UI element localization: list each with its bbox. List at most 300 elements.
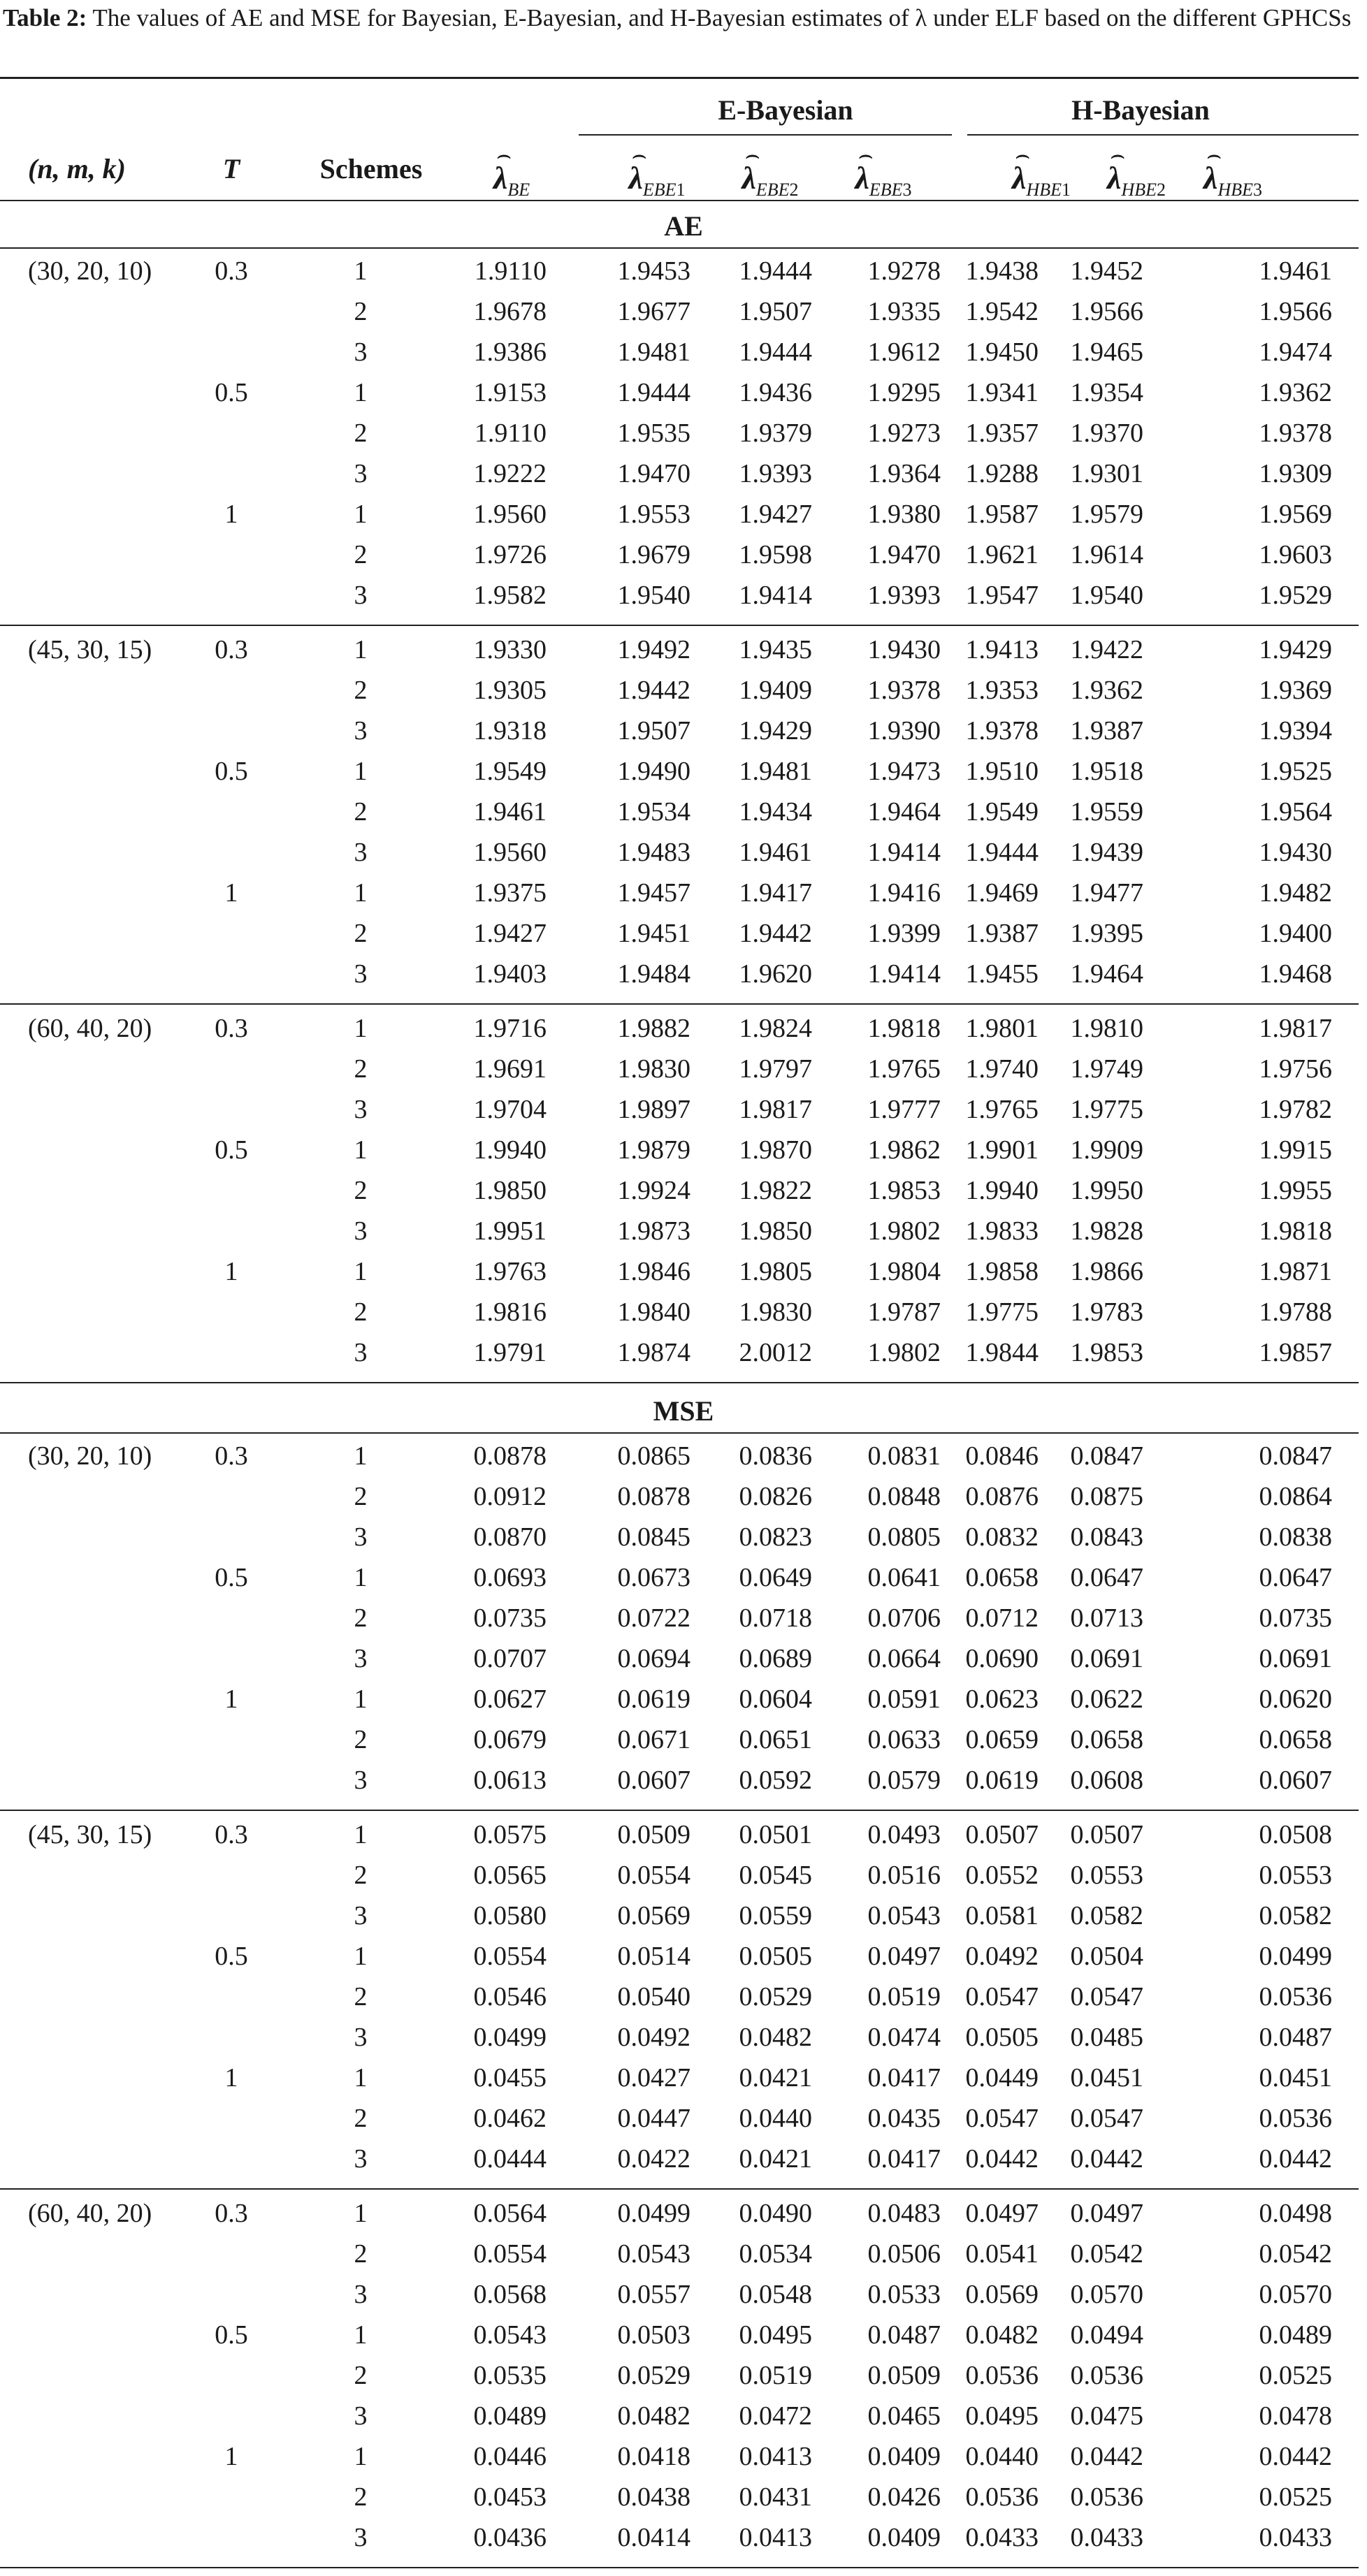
scheme-cell: 1 xyxy=(354,1441,368,1471)
value-cell: 1.9756 xyxy=(1259,1054,1332,1084)
value-cell: 0.0516 xyxy=(867,1861,941,1890)
value-cell: 0.0664 xyxy=(867,1644,941,1673)
value-cell: 0.0591 xyxy=(867,1684,941,1714)
value-cell: 0.0838 xyxy=(1259,1522,1332,1552)
value-cell: 0.0409 xyxy=(867,2442,941,2471)
time-cell: 1 xyxy=(224,1257,238,1286)
value-cell: 0.0569 xyxy=(617,1901,690,1930)
value-cell: 0.0492 xyxy=(965,1942,1039,1971)
time-cell: 0.3 xyxy=(215,1014,248,1043)
value-cell: 1.9482 xyxy=(1259,878,1332,908)
estimator-symbol: λ xyxy=(1203,160,1218,196)
scheme-cell: 2 xyxy=(354,2482,368,2512)
value-cell: 1.9535 xyxy=(617,419,690,448)
value-cell: 1.9866 xyxy=(1070,1257,1143,1286)
value-cell: 0.0440 xyxy=(739,2104,812,2133)
value-cell: 1.9579 xyxy=(1070,500,1143,529)
param-cell: (45, 30, 15) xyxy=(28,635,152,664)
value-cell: 1.9775 xyxy=(1070,1095,1143,1124)
time-cell: 0.5 xyxy=(215,378,248,407)
value-cell: 1.9387 xyxy=(965,919,1039,948)
value-cell: 0.0608 xyxy=(1070,1766,1143,1795)
value-cell: 0.0848 xyxy=(867,1482,941,1511)
value-cell: 1.9400 xyxy=(1259,919,1332,948)
param-cell: (30, 20, 10) xyxy=(28,256,152,286)
value-cell: 1.9481 xyxy=(739,757,812,786)
value-cell: 0.0691 xyxy=(1070,1644,1143,1673)
value-cell: 0.0482 xyxy=(739,2023,812,2052)
value-cell: 1.9153 xyxy=(473,378,547,407)
time-cell: 1 xyxy=(224,500,238,529)
estimator-symbol: λ xyxy=(855,160,869,196)
value-cell: 0.0542 xyxy=(1259,2239,1332,2269)
value-cell: 0.0570 xyxy=(1259,2280,1332,2309)
group-rule xyxy=(0,2567,1359,2568)
value-cell: 1.9763 xyxy=(473,1257,547,1286)
param-cell: (30, 20, 10) xyxy=(28,1441,152,1471)
value-cell: 0.0421 xyxy=(739,2063,812,2093)
value-cell: 0.0442 xyxy=(1259,2442,1332,2471)
estimator-symbol: λ xyxy=(742,160,756,196)
estimator-subscript xyxy=(1121,180,1166,200)
value-cell: 1.9603 xyxy=(1259,540,1332,569)
value-cell: 0.0535 xyxy=(473,2361,547,2390)
value-cell: 0.0449 xyxy=(965,2063,1039,2093)
value-cell: 1.9409 xyxy=(739,676,812,705)
scheme-cell: 3 xyxy=(354,337,368,367)
value-cell: 1.9295 xyxy=(867,378,941,407)
value-cell: 0.0427 xyxy=(617,2063,690,2093)
value-cell: 1.9439 xyxy=(1070,838,1143,867)
value-cell: 1.9582 xyxy=(473,581,547,610)
value-cell: 0.0722 xyxy=(617,1603,690,1633)
value-cell: 1.9818 xyxy=(1259,1216,1332,1246)
value-cell: 1.9691 xyxy=(473,1054,547,1084)
scheme-cell: 3 xyxy=(354,838,368,867)
scheme-cell: 1 xyxy=(354,1014,368,1043)
estimator-subscript-number: 1 xyxy=(676,180,686,200)
value-cell: 0.0472 xyxy=(739,2401,812,2431)
value-cell: 1.9951 xyxy=(473,1216,547,1246)
value-cell: 0.0557 xyxy=(617,2280,690,2309)
estimator-subscript-number: 1 xyxy=(1061,180,1071,200)
value-cell: 0.0534 xyxy=(739,2239,812,2269)
hat-accent: ⌢ xyxy=(744,143,760,168)
value-cell: 1.9882 xyxy=(617,1014,690,1043)
value-cell: 1.9802 xyxy=(867,1338,941,1367)
table-caption xyxy=(3,1,1363,35)
param-cell: (45, 30, 15) xyxy=(28,1820,152,1849)
value-cell: 0.0529 xyxy=(617,2361,690,2390)
value-cell: 1.9540 xyxy=(1070,581,1143,610)
scheme-cell: 1 xyxy=(354,1820,368,1849)
value-cell: 0.0592 xyxy=(739,1766,812,1795)
value-cell: 0.0536 xyxy=(1259,1982,1332,2011)
caption-label: Table 2: xyxy=(3,4,87,31)
value-cell: 0.0509 xyxy=(617,1820,690,1849)
value-cell: 0.0497 xyxy=(1070,2199,1143,2228)
value-cell: 1.9450 xyxy=(965,337,1039,367)
value-cell: 0.0659 xyxy=(965,1725,1039,1754)
scheme-cell: 2 xyxy=(354,1297,368,1327)
group-rule-e-bayesian xyxy=(579,134,952,136)
value-cell: 0.0693 xyxy=(473,1563,547,1592)
scheme-cell: 3 xyxy=(354,581,368,610)
scheme-cell: 1 xyxy=(354,2442,368,2471)
value-cell: 0.0433 xyxy=(1259,2523,1332,2552)
top-rule xyxy=(0,77,1359,79)
value-cell: 1.9857 xyxy=(1259,1338,1332,1367)
value-cell: 2.0012 xyxy=(739,1338,812,1367)
value-cell: 0.0499 xyxy=(1259,1942,1332,1971)
value-cell: 0.0494 xyxy=(1070,2320,1143,2350)
value-cell: 1.9915 xyxy=(1259,1135,1332,1165)
value-cell: 0.0451 xyxy=(1070,2063,1143,2093)
estimator-subscript-text: HBE xyxy=(1121,180,1157,200)
value-cell: 0.0878 xyxy=(617,1482,690,1511)
scheme-cell: 2 xyxy=(354,2104,368,2133)
value-cell: 1.9553 xyxy=(617,500,690,529)
value-cell: 1.9429 xyxy=(739,716,812,745)
value-cell: 1.9399 xyxy=(867,919,941,948)
value-cell: 1.9470 xyxy=(867,540,941,569)
header-estimator xyxy=(1012,143,1071,200)
estimator-subscript xyxy=(1026,180,1071,200)
value-cell: 0.0514 xyxy=(617,1942,690,1971)
value-cell: 0.0706 xyxy=(867,1603,941,1633)
value-cell: 1.9828 xyxy=(1070,1216,1143,1246)
value-cell: 1.9797 xyxy=(739,1054,812,1084)
scheme-cell: 2 xyxy=(354,1982,368,2011)
value-cell: 1.9726 xyxy=(473,540,547,569)
value-cell: 0.0553 xyxy=(1070,1861,1143,1890)
value-cell: 1.9430 xyxy=(867,635,941,664)
value-cell: 1.9387 xyxy=(1070,716,1143,745)
value-cell: 0.0575 xyxy=(473,1820,547,1849)
value-cell: 0.0487 xyxy=(867,2320,941,2350)
value-cell: 1.9822 xyxy=(739,1176,812,1205)
value-cell: 1.9414 xyxy=(867,959,941,989)
scheme-cell: 1 xyxy=(354,2320,368,2350)
value-cell: 0.0689 xyxy=(739,1644,812,1673)
value-cell: 1.9569 xyxy=(1259,500,1332,529)
value-cell: 0.0489 xyxy=(473,2401,547,2431)
value-cell: 1.9455 xyxy=(965,959,1039,989)
time-cell: 0.3 xyxy=(215,1820,248,1849)
time-cell: 0.3 xyxy=(215,635,248,664)
estimator-symbol: λ xyxy=(628,160,643,196)
value-cell: 0.0912 xyxy=(473,1482,547,1511)
value-cell: 1.9777 xyxy=(867,1095,941,1124)
value-cell: 0.0519 xyxy=(867,1982,941,2011)
value-cell: 0.0536 xyxy=(965,2482,1039,2512)
value-cell: 0.0426 xyxy=(867,2482,941,2512)
value-cell: 0.0536 xyxy=(965,2361,1039,2390)
group-rule xyxy=(0,1382,1359,1383)
value-cell: 1.9341 xyxy=(965,378,1039,407)
value-cell: 0.0501 xyxy=(739,1820,812,1849)
value-cell: 0.0875 xyxy=(1070,1482,1143,1511)
value-cell: 0.0847 xyxy=(1070,1441,1143,1471)
estimator-subscript-text: EBE xyxy=(755,180,790,200)
value-cell: 0.0548 xyxy=(739,2280,812,2309)
value-cell: 1.9378 xyxy=(1259,419,1332,448)
value-cell: 0.0497 xyxy=(867,1942,941,1971)
value-cell: 0.0694 xyxy=(617,1644,690,1673)
value-cell: 1.9940 xyxy=(965,1176,1039,1205)
value-cell: 0.0565 xyxy=(473,1861,547,1890)
value-cell: 0.0836 xyxy=(739,1441,812,1471)
value-cell: 0.0465 xyxy=(867,2401,941,2431)
estimator-symbol: λ xyxy=(1012,160,1027,196)
param-cell: (60, 40, 20) xyxy=(28,1014,152,1043)
value-cell: 0.0442 xyxy=(1259,2144,1332,2174)
scheme-cell: 3 xyxy=(354,1522,368,1552)
group-header-e-bayesian: E-Bayesian xyxy=(718,94,853,126)
scheme-cell: 1 xyxy=(354,1684,368,1714)
value-cell: 0.0878 xyxy=(473,1441,547,1471)
value-cell: 0.0409 xyxy=(867,2523,941,2552)
value-cell: 1.9853 xyxy=(1070,1338,1143,1367)
value-cell: 0.0542 xyxy=(1070,2239,1143,2269)
value-cell: 1.9560 xyxy=(473,838,547,867)
value-cell: 0.0519 xyxy=(739,2361,812,2390)
group-rule-h-bayesian xyxy=(967,134,1359,136)
value-cell: 1.9924 xyxy=(617,1176,690,1205)
value-cell: 1.9518 xyxy=(1070,757,1143,786)
value-cell: 0.0735 xyxy=(1259,1603,1332,1633)
value-cell: 0.0718 xyxy=(739,1603,812,1633)
value-cell: 0.0417 xyxy=(867,2144,941,2174)
value-cell: 1.9483 xyxy=(617,838,690,867)
value-cell: 0.0554 xyxy=(473,1942,547,1971)
value-cell: 1.9442 xyxy=(617,676,690,705)
scheme-cell: 2 xyxy=(354,1861,368,1890)
value-cell: 1.9470 xyxy=(617,459,690,488)
value-cell: 0.0826 xyxy=(739,1482,812,1511)
value-cell: 0.0543 xyxy=(617,2239,690,2269)
group-rule xyxy=(0,2188,1359,2190)
value-cell: 0.0504 xyxy=(1070,1942,1143,1971)
header-estimator xyxy=(1203,143,1262,200)
value-cell: 0.0559 xyxy=(739,1901,812,1930)
estimator-subscript xyxy=(1217,180,1262,200)
value-cell: 1.9427 xyxy=(739,500,812,529)
value-cell: 1.9362 xyxy=(1259,378,1332,407)
time-cell: 1 xyxy=(224,878,238,908)
value-cell: 1.9305 xyxy=(473,676,547,705)
scheme-cell: 1 xyxy=(354,378,368,407)
value-cell: 0.0433 xyxy=(965,2523,1039,2552)
section-title: MSE xyxy=(653,1395,714,1427)
value-cell: 1.9380 xyxy=(867,500,941,529)
time-cell: 0.3 xyxy=(215,256,248,286)
value-cell: 0.0433 xyxy=(1070,2523,1143,2552)
scheme-cell: 2 xyxy=(354,1482,368,1511)
hat-accent: ⌢ xyxy=(1206,143,1222,168)
value-cell: 1.9461 xyxy=(473,797,547,827)
estimator-subscript xyxy=(507,180,530,200)
value-cell: 0.0478 xyxy=(1259,2401,1332,2431)
hat-accent: ⌢ xyxy=(1110,143,1126,168)
value-cell: 1.9805 xyxy=(739,1257,812,1286)
value-cell: 0.0805 xyxy=(867,1522,941,1552)
hat-accent: ⌢ xyxy=(496,143,512,168)
estimator-subscript-text: HBE xyxy=(1217,180,1253,200)
value-cell: 0.0440 xyxy=(965,2442,1039,2471)
group-rule xyxy=(0,1003,1359,1005)
value-cell: 1.9369 xyxy=(1259,676,1332,705)
value-cell: 0.0581 xyxy=(965,1901,1039,1930)
value-cell: 1.9364 xyxy=(867,459,941,488)
value-cell: 0.0547 xyxy=(1070,1982,1143,2011)
value-cell: 1.9850 xyxy=(473,1176,547,1205)
value-cell: 0.0690 xyxy=(965,1644,1039,1673)
value-cell: 0.0431 xyxy=(739,2482,812,2512)
value-cell: 1.9484 xyxy=(617,959,690,989)
scheme-cell: 1 xyxy=(354,2199,368,2228)
value-cell: 0.0569 xyxy=(965,2280,1039,2309)
value-cell: 1.9810 xyxy=(1070,1014,1143,1043)
value-cell: 1.9802 xyxy=(867,1216,941,1246)
value-cell: 0.0462 xyxy=(473,2104,547,2133)
scheme-cell: 3 xyxy=(354,1338,368,1367)
value-cell: 1.9379 xyxy=(739,419,812,448)
header-t: T xyxy=(222,153,240,184)
value-cell: 1.9909 xyxy=(1070,1135,1143,1165)
value-cell: 1.9791 xyxy=(473,1338,547,1367)
section-title: AE xyxy=(664,210,703,242)
value-cell: 1.9534 xyxy=(617,797,690,827)
value-cell: 1.9110 xyxy=(474,419,547,448)
value-cell: 1.9436 xyxy=(739,378,812,407)
time-cell: 0.5 xyxy=(215,2320,248,2350)
value-cell: 0.0546 xyxy=(473,1982,547,2011)
value-cell: 0.0533 xyxy=(867,2280,941,2309)
value-cell: 1.9897 xyxy=(617,1095,690,1124)
value-cell: 1.9357 xyxy=(965,419,1039,448)
value-cell: 0.0735 xyxy=(473,1603,547,1633)
value-cell: 0.0620 xyxy=(1259,1684,1332,1714)
scheme-cell: 2 xyxy=(354,676,368,705)
value-cell: 0.0554 xyxy=(617,1861,690,1890)
value-cell: 1.9444 xyxy=(965,838,1039,867)
value-cell: 1.9330 xyxy=(473,635,547,664)
value-cell: 0.0582 xyxy=(1070,1901,1143,1930)
value-cell: 0.0641 xyxy=(867,1563,941,1592)
value-cell: 1.9417 xyxy=(739,878,812,908)
group-rule xyxy=(0,625,1359,626)
value-cell: 0.0673 xyxy=(617,1563,690,1592)
time-cell: 1 xyxy=(224,1684,238,1714)
hat-accent: ⌢ xyxy=(631,143,647,168)
value-cell: 1.9549 xyxy=(965,797,1039,827)
value-cell: 1.9612 xyxy=(867,337,941,367)
value-cell: 0.0442 xyxy=(965,2144,1039,2174)
value-cell: 1.9452 xyxy=(1070,256,1143,286)
value-cell: 0.0651 xyxy=(739,1725,812,1754)
value-cell: 0.0487 xyxy=(1259,2023,1332,2052)
value-cell: 1.9740 xyxy=(965,1054,1039,1084)
value-cell: 0.0865 xyxy=(617,1441,690,1471)
value-cell: 1.9414 xyxy=(739,581,812,610)
value-cell: 0.0564 xyxy=(473,2199,547,2228)
value-cell: 1.9390 xyxy=(867,716,941,745)
value-cell: 0.0545 xyxy=(739,1861,812,1890)
header-estimator xyxy=(855,143,912,200)
scheme-cell: 3 xyxy=(354,1644,368,1673)
value-cell: 0.0422 xyxy=(617,2144,690,2174)
value-cell: 0.0607 xyxy=(1259,1766,1332,1795)
value-cell: 1.9110 xyxy=(474,256,547,286)
value-cell: 1.9354 xyxy=(1070,378,1143,407)
value-cell: 1.9874 xyxy=(617,1338,690,1367)
value-cell: 0.0582 xyxy=(1259,1901,1332,1930)
value-cell: 0.0492 xyxy=(617,2023,690,2052)
value-cell: 0.0505 xyxy=(739,1942,812,1971)
value-cell: 1.9716 xyxy=(473,1014,547,1043)
value-cell: 0.0483 xyxy=(867,2199,941,2228)
scheme-cell: 1 xyxy=(354,256,368,286)
value-cell: 0.0604 xyxy=(739,1684,812,1714)
value-cell: 0.0499 xyxy=(617,2199,690,2228)
value-cell: 1.9858 xyxy=(965,1257,1039,1286)
value-cell: 1.9468 xyxy=(1259,959,1332,989)
value-cell: 1.9873 xyxy=(617,1216,690,1246)
value-cell: 0.0568 xyxy=(473,2280,547,2309)
value-cell: 0.0547 xyxy=(965,1982,1039,2011)
value-cell: 1.9461 xyxy=(1259,256,1332,286)
value-cell: 1.9353 xyxy=(965,676,1039,705)
value-cell: 0.0498 xyxy=(1259,2199,1332,2228)
value-cell: 1.9335 xyxy=(867,297,941,326)
scheme-cell: 3 xyxy=(354,2523,368,2552)
value-cell: 0.0540 xyxy=(617,1982,690,2011)
value-cell: 0.0619 xyxy=(617,1684,690,1714)
param-cell: (60, 40, 20) xyxy=(28,2199,152,2228)
value-cell: 0.0846 xyxy=(965,1441,1039,1471)
estimator-symbol: λ xyxy=(493,160,508,196)
value-cell: 1.9442 xyxy=(739,919,812,948)
value-cell: 1.9830 xyxy=(617,1054,690,1084)
value-cell: 0.0505 xyxy=(965,2023,1039,2052)
value-cell: 0.0876 xyxy=(965,1482,1039,1511)
value-cell: 1.9375 xyxy=(473,878,547,908)
value-cell: 0.0489 xyxy=(1259,2320,1332,2350)
value-cell: 0.0691 xyxy=(1259,1644,1332,1673)
value-cell: 1.9492 xyxy=(617,635,690,664)
value-cell: 0.0490 xyxy=(739,2199,812,2228)
value-cell: 1.9301 xyxy=(1070,459,1143,488)
value-cell: 0.0453 xyxy=(473,2482,547,2512)
scheme-cell: 3 xyxy=(354,1095,368,1124)
header-estimator xyxy=(493,143,530,200)
scheme-cell: 1 xyxy=(354,1942,368,1971)
value-cell: 1.9566 xyxy=(1259,297,1332,326)
value-cell: 1.9288 xyxy=(965,459,1039,488)
value-cell: 0.0508 xyxy=(1259,1820,1332,1849)
value-cell: 1.9950 xyxy=(1070,1176,1143,1205)
value-cell: 1.9386 xyxy=(473,337,547,367)
value-cell: 0.0436 xyxy=(473,2523,547,2552)
scheme-cell: 1 xyxy=(354,1135,368,1165)
scheme-cell: 1 xyxy=(354,1563,368,1592)
value-cell: 1.9678 xyxy=(473,297,547,326)
value-cell: 1.9510 xyxy=(965,757,1039,786)
value-cell: 0.0442 xyxy=(1070,2442,1143,2471)
scheme-cell: 3 xyxy=(354,1216,368,1246)
value-cell: 0.0503 xyxy=(617,2320,690,2350)
